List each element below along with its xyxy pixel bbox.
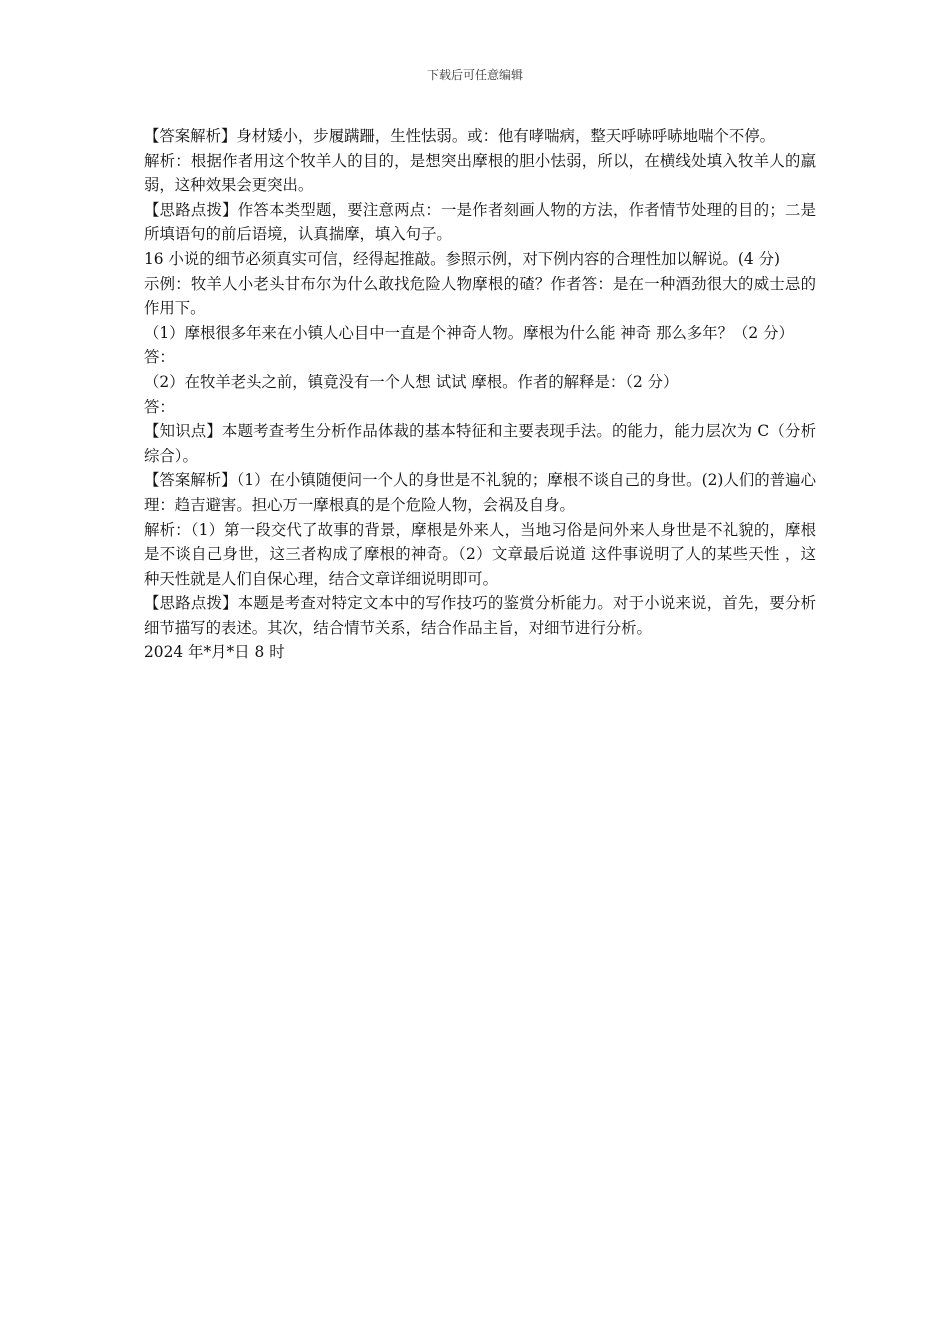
answer-analysis-2: 【答案解析】（1）在小镇随便问一个人的身世是不礼貌的；摩根不谈自己的身世。(2)人们的普遍心理：趋吉避害。担心万一摩根真的是个危险人物，会祸及自身。 (144, 471, 816, 514)
thinking-tip-2: 【思路点拨】本题是考查对特定文本中的写作技巧的鉴赏分析能力。对于小说来说，首先，要分析细节描写的表述。其次，结合情节关系，结合作品主旨，对细节进行分析。 (144, 594, 816, 637)
sub-question-1: （1）摩根很多年来在小镇人心目中一直是个神奇人物。摩根为什么能 神奇 那么多年？（2 分） (144, 323, 794, 342)
knowledge-point: 【知识点】本题考查考生分析作品体裁的基本特征和主要表现手法。的能力，能力层次为 C（分析综合）。 (144, 422, 816, 465)
example: 示例：牧羊人小老头甘布尔为什么敢找危险人物摩根的碴？作者答：是在一种酒劲很大的威士忌的作用下。 (144, 274, 816, 318)
date-line: 2024 年*月*日 8 时 (144, 643, 285, 662)
answer-blank-2: 答： (144, 397, 175, 416)
answer-analysis-1: 【答案解析】身材矮小，步履蹒跚，生性怯弱。或：他有哮喘病，整天呼哧呼哧地喘个不停。 (144, 127, 776, 145)
document-body (144, 124, 816, 665)
question-16: 16 小说的细节必须真实可信，经得起推敲。参照示例，对下例内容的合理性加以解说。(4 分) (144, 249, 781, 268)
analysis-1: 解析：根据作者用这个牧羊人的目的，是想突出摩根的胆小怯弱，所以，在横线处填入牧羊人的羸弱，这种效果会更突出。 (144, 151, 816, 195)
thinking-tip-1: 【思路点拨】作答本类型题，要注意两点：一是作者刻画人物的方法，作者情节处理的目的；二是所填语句的前后语境，认真揣摩，填入句子。 (144, 200, 816, 244)
page-header: 下载后可任意编辑 (426, 68, 523, 82)
sub-question-2: （2）在牧羊老头之前，镇竟没有一个人想 试试 摩根。作者的解释是：（2 分） (144, 372, 679, 391)
analysis-2: 解析：（1）第一段交代了故事的背景，摩根是外来人，当地习俗是问外来人身世是不礼貌的，摩根是不谈自己身世，这三者构成了摩根的神奇。（2）文章最后说道 这件事说明了人的某些天性 ，这种天性就是人们自保心理，结合文章详细说明即可。 (144, 520, 816, 588)
answer-blank-1: 答： (144, 348, 175, 367)
